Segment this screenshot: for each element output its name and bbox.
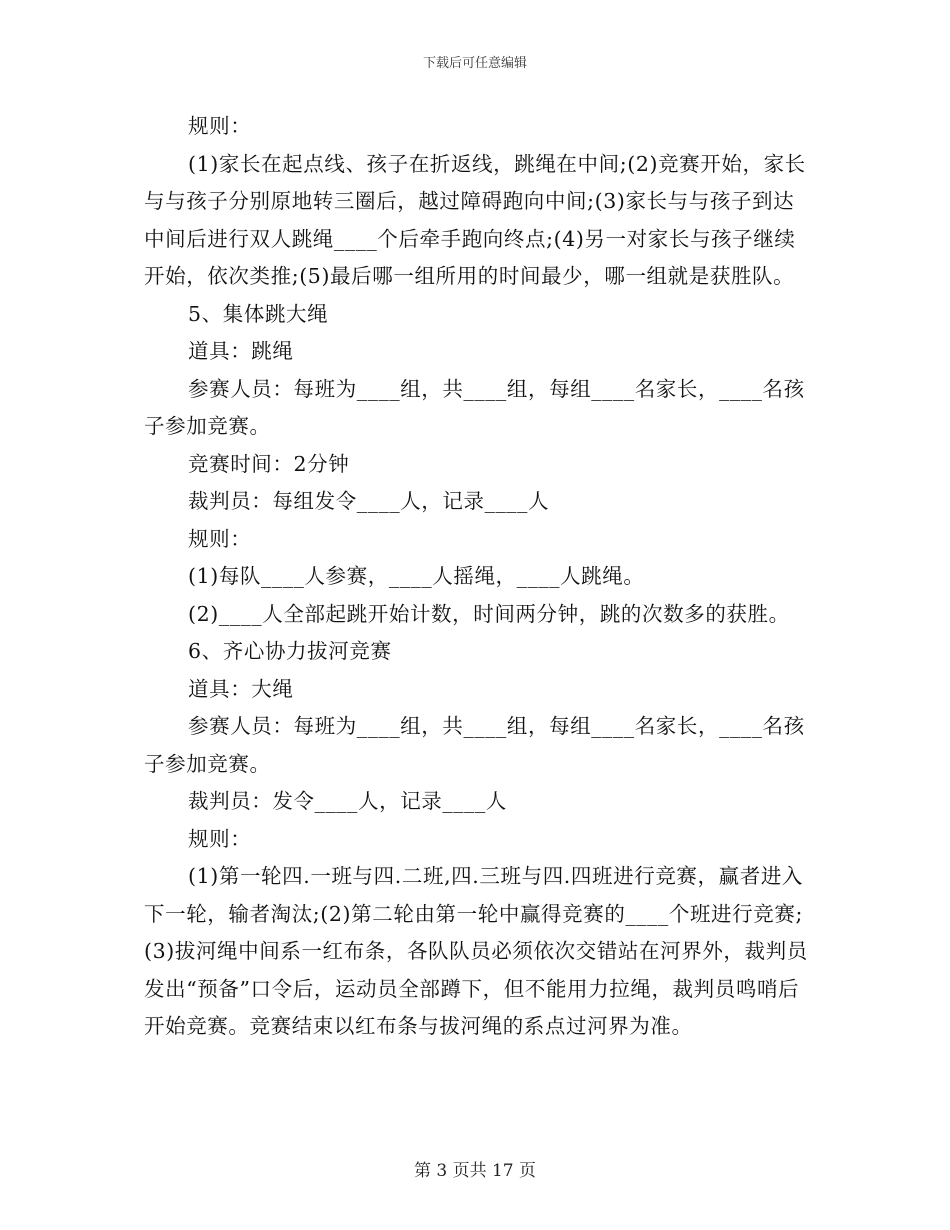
section-heading: 5、集体跳大绳 [188, 301, 329, 326]
paragraph: 参赛人员：每班为____组，共____组，每组____名家长，____名孩子参加竞赛。 [144, 376, 805, 438]
paragraph: 道具：跳绳 [188, 339, 294, 363]
paragraph: 规则： [188, 826, 252, 851]
page-footer: 第 3 页共 17 页 [413, 1161, 537, 1181]
paragraph: 参赛人员：每班为____组，共____组，每组____名家长，____名孩子参加竞赛。 [144, 714, 805, 776]
section-heading: 6、齐心协力拔河竞赛 [188, 639, 392, 663]
paragraph: (1)每队____人参赛，____人摇绳，____人跳绳。 [188, 564, 645, 588]
paragraph: 裁判员：发令____人，记录____人 [188, 789, 507, 813]
paragraph: (1)第一轮四.一班与四.二班,四.三班与四.四班进行竞赛，赢者进入下一轮，输者淘汰;(2)第二轮由第一轮中赢得竞赛的____个班进行竞赛;(3)拔河绳中间系一红布条，各队队员必须依次交错站在河界外，裁判员发出“预备”口令后，运动员全部蹲下，但不能用力拉绳，裁判员鸣哨后开始竞赛。竞赛结束以红布条与拔河绳的系点过河界为准。 [144, 864, 808, 1038]
paragraph: 裁判员：每组发令____人，记录____人 [188, 489, 550, 513]
paragraph: (1)家长在起点线、孩子在折返线，跳绳在中间;(2)竞赛开始，家长与与孩子分别原地转三圈后，越过障碍跑向中间;(3)家长与与孩子到达中间后进行双人跳绳____个后牵手跑向终点;(4)另一对家长与孩子继续开始，依次类推;(5)最后哪一组所用的时间最少，哪一组就是获胜队。 [144, 151, 806, 288]
paragraph: 规则： [188, 526, 252, 551]
paragraph: 道具：大绳 [188, 676, 294, 701]
paragraph: 竞赛时间：2分钟 [188, 451, 350, 476]
document-body [144, 108, 812, 1046]
page-header: 下载后可任意编辑 [422, 56, 527, 71]
paragraph: (2)____人全部起跳开始计数，时间两分钟，跳的次数多的获胜。 [188, 601, 790, 626]
paragraph: 规则： [188, 114, 252, 138]
